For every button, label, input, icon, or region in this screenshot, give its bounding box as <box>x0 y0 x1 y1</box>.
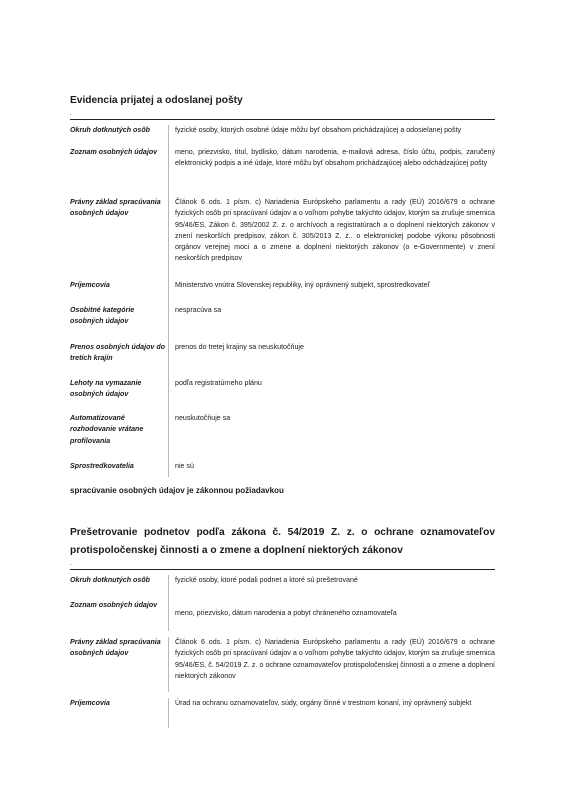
legal-requirement-note: spracúvanie osobných údajov je zákonnou požiadavkou <box>70 486 284 495</box>
table-row <box>70 378 495 413</box>
table-top-rule <box>70 569 495 570</box>
row-label: Prenos osobných údajov do tretích krajín <box>70 343 165 363</box>
table-row <box>70 147 495 197</box>
table-top-rule <box>70 119 495 120</box>
column-divider <box>168 342 169 378</box>
row-label: Lehoty na vymazanie osobných údajov <box>70 379 142 399</box>
row-label: Sprostredkovatelia <box>70 462 134 470</box>
row-label: Okruh dotknutých osôb <box>70 576 151 584</box>
row-value: Článok 6 ods. 1 písm. c) Nariadenia Európskeho parlamentu a rady (EÚ) 2016/679 o ochrane fyzických osôb pri spracúvaní údajov a o voľnom pohybe takýchto údajov, ktorým sa zrušuje smernica 95/46/ES, č. 54/2019 Z. z. o ochrane oznamovateľov protispoločenskej činnosti a o zmene a doplnení niektorých zákonov <box>175 638 495 680</box>
row-value: Ministerstvo vnútra Slovenskej republiky, iný oprávnený subjekt, sprostredkovateľ <box>175 281 430 289</box>
column-divider <box>168 125 169 147</box>
row-label: Zoznam osobných údajov <box>70 148 158 156</box>
row-label: Zoznam osobných údajov <box>70 601 158 609</box>
column-divider <box>168 461 169 477</box>
row-value: fyzické osoby, ktoré podali podnet a ktoré sú prešetrované <box>175 576 358 584</box>
column-divider <box>168 280 169 305</box>
column-divider <box>168 698 169 728</box>
column-divider <box>168 637 169 692</box>
row-label: Príjemcovia <box>70 699 110 707</box>
section-whistleblower-reports <box>70 525 495 728</box>
row-value: nespracúva sa <box>175 306 222 314</box>
table-row <box>70 637 495 692</box>
table-row <box>70 342 495 378</box>
row-label: Právny základ spracúvania osobných údajov <box>70 198 161 218</box>
row-value: meno, priezvisko, titul, bydlisko, dátum narodenia, e-mailová adresa, číslo účtu, podpis, zaručený elektronický podpis a iné údaje, ktoré môžu byť obsahom prichádzajúcej alebo odchádzajúcej pošty <box>175 148 495 168</box>
table-row <box>70 575 495 600</box>
dot-marker: . <box>70 111 72 117</box>
column-divider <box>168 197 169 280</box>
row-label: Automatizované rozhodovanie vrátane profilovania <box>70 414 144 445</box>
table-row <box>70 413 495 461</box>
row-value: Úrad na ochranu oznamovateľov, súdy, orgány činné v trestnom konaní, iný oprávnený subjekt <box>175 699 472 707</box>
row-value: neuskutočňuje sa <box>175 414 231 422</box>
row-label: Osobitné kategórie osobných údajov <box>70 306 135 326</box>
row-label: Príjemcovia <box>70 281 110 289</box>
table-row <box>70 305 495 342</box>
row-value: nie sú <box>175 462 194 470</box>
column-divider <box>168 575 169 600</box>
table-row <box>70 125 495 147</box>
column-divider <box>168 305 169 342</box>
table-row <box>70 698 495 728</box>
row-value: Článok 6 ods. 1 písm. c) Nariadenia Európskeho parlamentu a rady (EÚ) 2016/679 o ochrane fyzických osôb pri spracúvaní údajov a o voľnom pohybe takýchto údajov, ktorým sa zrušuje smernica 95/46/ES, Zákon č. 395/2002 Z. z. o archívoch a registratúrach a o doplnení niektorých zákonov v znení neskorších predpisov, zákon č. 305/2013 Z. z.. o elektronickej podobe výkonu pôsobnosti orgánov verejnej moci a o zmene a doplnení niektorých zákonov (o e-Governmente) v znení neskorších predpisov <box>175 198 495 263</box>
table-row <box>70 197 495 280</box>
section-title: Evidencia prijatej a odoslanej pošty <box>70 95 243 106</box>
column-divider <box>168 147 169 197</box>
row-value: fyzické osoby, ktorých osobné údaje môžu byť obsahom prichádzajúcej a odosielanej pošty <box>175 126 462 134</box>
column-divider <box>168 600 169 631</box>
column-divider <box>168 378 169 413</box>
row-value: prenos do tretej krajiny sa neuskutočňuje <box>175 343 304 351</box>
table-row <box>70 280 495 305</box>
table-row <box>70 461 495 477</box>
dot-marker: . <box>70 561 72 567</box>
table-row <box>70 600 495 631</box>
row-label: Okruh dotknutých osôb <box>70 126 151 134</box>
row-label: Právny základ spracúvania osobných údajov <box>70 638 161 658</box>
row-value: meno, priezvisko, dátum narodenia a pobyt chráneného oznamovateľa <box>175 609 397 617</box>
column-divider <box>168 413 169 461</box>
section-title-line2: protispoločenskej činnosti a o zmene a doplnení niektorých zákonov <box>70 545 403 556</box>
section-post-records <box>70 93 495 497</box>
section-title-line1: Prešetrovanie podnetov podľa zákona č. 54/2019 Z. z. o ochrane oznamovateľov <box>70 527 495 538</box>
row-value: podľa registratúrneho plánu <box>175 379 262 387</box>
